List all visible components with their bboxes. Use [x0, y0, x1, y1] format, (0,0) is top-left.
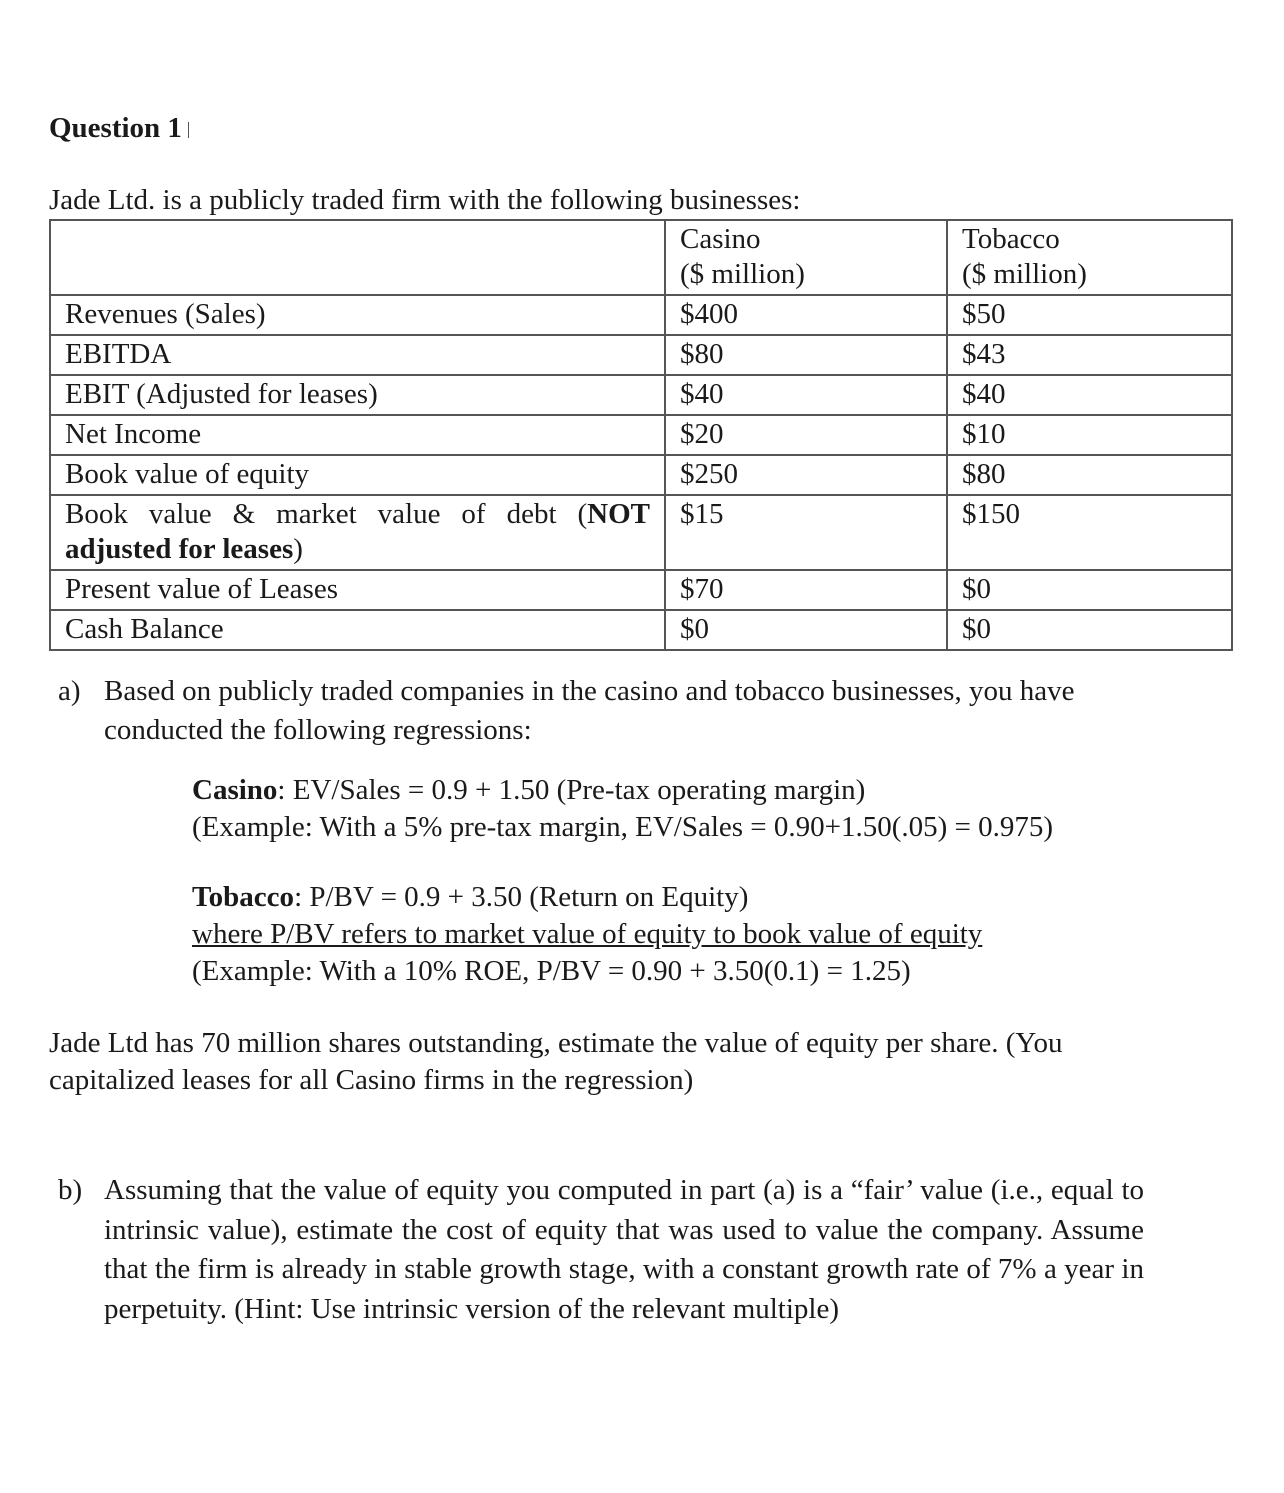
business-data-table [49, 219, 1233, 651]
row-label: EBIT (Adjusted for leases) [50, 375, 665, 415]
row-label-prefix: Book value & market value of debt ( [65, 498, 588, 530]
table-row [50, 570, 1232, 610]
part-b-label: b) [58, 1174, 83, 1206]
tobacco-example: (Example: With a 10% ROE, P/BV = 0.90 + 3.50(0.1) = 1.25) [192, 955, 911, 987]
casino-formula-name: Casino [192, 774, 278, 806]
header-casino-name: Casino [680, 223, 761, 255]
header-tobacco-name: Tobacco [962, 223, 1060, 255]
part-a-label: a) [58, 675, 81, 707]
part-b [58, 1171, 1144, 1329]
casino-value: $80 [665, 335, 947, 375]
row-label-bold: NOT adjusted for leases [65, 498, 650, 565]
tobacco-value: $80 [947, 455, 1232, 495]
intro-text: Jade Ltd. is a publicly traded firm with the following businesses: [49, 184, 801, 216]
tobacco-note: where P/BV refers to market value of equity to book value of equity [192, 918, 983, 950]
tobacco-value: $50 [947, 295, 1232, 335]
row-label-suffix: ) [293, 533, 303, 565]
table-row [50, 335, 1232, 375]
casino-formula-line [192, 772, 1053, 809]
header-casino [665, 220, 947, 295]
casino-value: $0 [665, 610, 947, 650]
tobacco-value: $0 [947, 610, 1232, 650]
text-cursor [188, 122, 189, 138]
casino-value: $250 [665, 455, 947, 495]
casino-formula: : EV/Sales = 0.9 + 1.50 (Pre-tax operating margin) [277, 774, 866, 806]
tobacco-value: $43 [947, 335, 1232, 375]
header-casino-unit: ($ million) [680, 258, 805, 290]
casino-example: (Example: With a 5% pre-tax margin, EV/Sales = 0.90+1.50(.05) = 0.975) [192, 811, 1054, 843]
tobacco-formula: : P/BV = 0.9 + 3.50 (Return on Equity) [294, 881, 749, 913]
casino-value: $15 [665, 495, 947, 570]
header-blank-cell [50, 220, 665, 295]
table-row [50, 455, 1232, 495]
row-label: Present value of Leases [50, 570, 665, 610]
row-label: Net Income [50, 415, 665, 455]
casino-value: $400 [665, 295, 947, 335]
row-label: Revenues (Sales) [50, 295, 665, 335]
table-row [50, 375, 1232, 415]
tobacco-value: $150 [947, 495, 1232, 570]
tobacco-regression [192, 879, 982, 990]
tobacco-formula-line [192, 879, 982, 916]
casino-value: $20 [665, 415, 947, 455]
part-a [58, 672, 1158, 750]
table-row [50, 610, 1232, 650]
header-tobacco-unit: ($ million) [962, 258, 1087, 290]
casino-value: $70 [665, 570, 947, 610]
part-b-text: Assuming that the value of equity you computed in part (a) is a “fair’ value (i.e., equal to intrinsic value), estimate the cost of equity that was used to value the company. Assume that the firm is already in stable growth stage, with a constant growth rate of 7% a year in perpetuity. (Hint: Use intrinsic version of the relevant multiple) [104, 1174, 1144, 1325]
table-header-row [50, 220, 1232, 295]
question-title [49, 112, 189, 145]
table-row [50, 415, 1232, 455]
header-tobacco [947, 220, 1232, 295]
casino-value: $40 [665, 375, 947, 415]
row-label: Cash Balance [50, 610, 665, 650]
row-label: Book value of equity [50, 455, 665, 495]
tobacco-formula-name: Tobacco [192, 881, 295, 913]
tobacco-value: $0 [947, 570, 1232, 610]
row-label: EBITDA [50, 335, 665, 375]
part-a-question: Jade Ltd has 70 million shares outstanding, estimate the value of equity per share. (You capitalized leases for all Casino firms in the regression) [49, 1027, 1063, 1096]
question-title-text: Question 1 [49, 112, 182, 144]
part-a-text: Based on publicly traded companies in the casino and tobacco businesses, you have conducted the following regressions: [104, 675, 1075, 746]
casino-regression [192, 772, 1053, 846]
table-row [50, 495, 1232, 570]
table-row [50, 295, 1232, 335]
tobacco-value: $10 [947, 415, 1232, 455]
row-label-debt [50, 495, 665, 570]
tobacco-value: $40 [947, 375, 1232, 415]
